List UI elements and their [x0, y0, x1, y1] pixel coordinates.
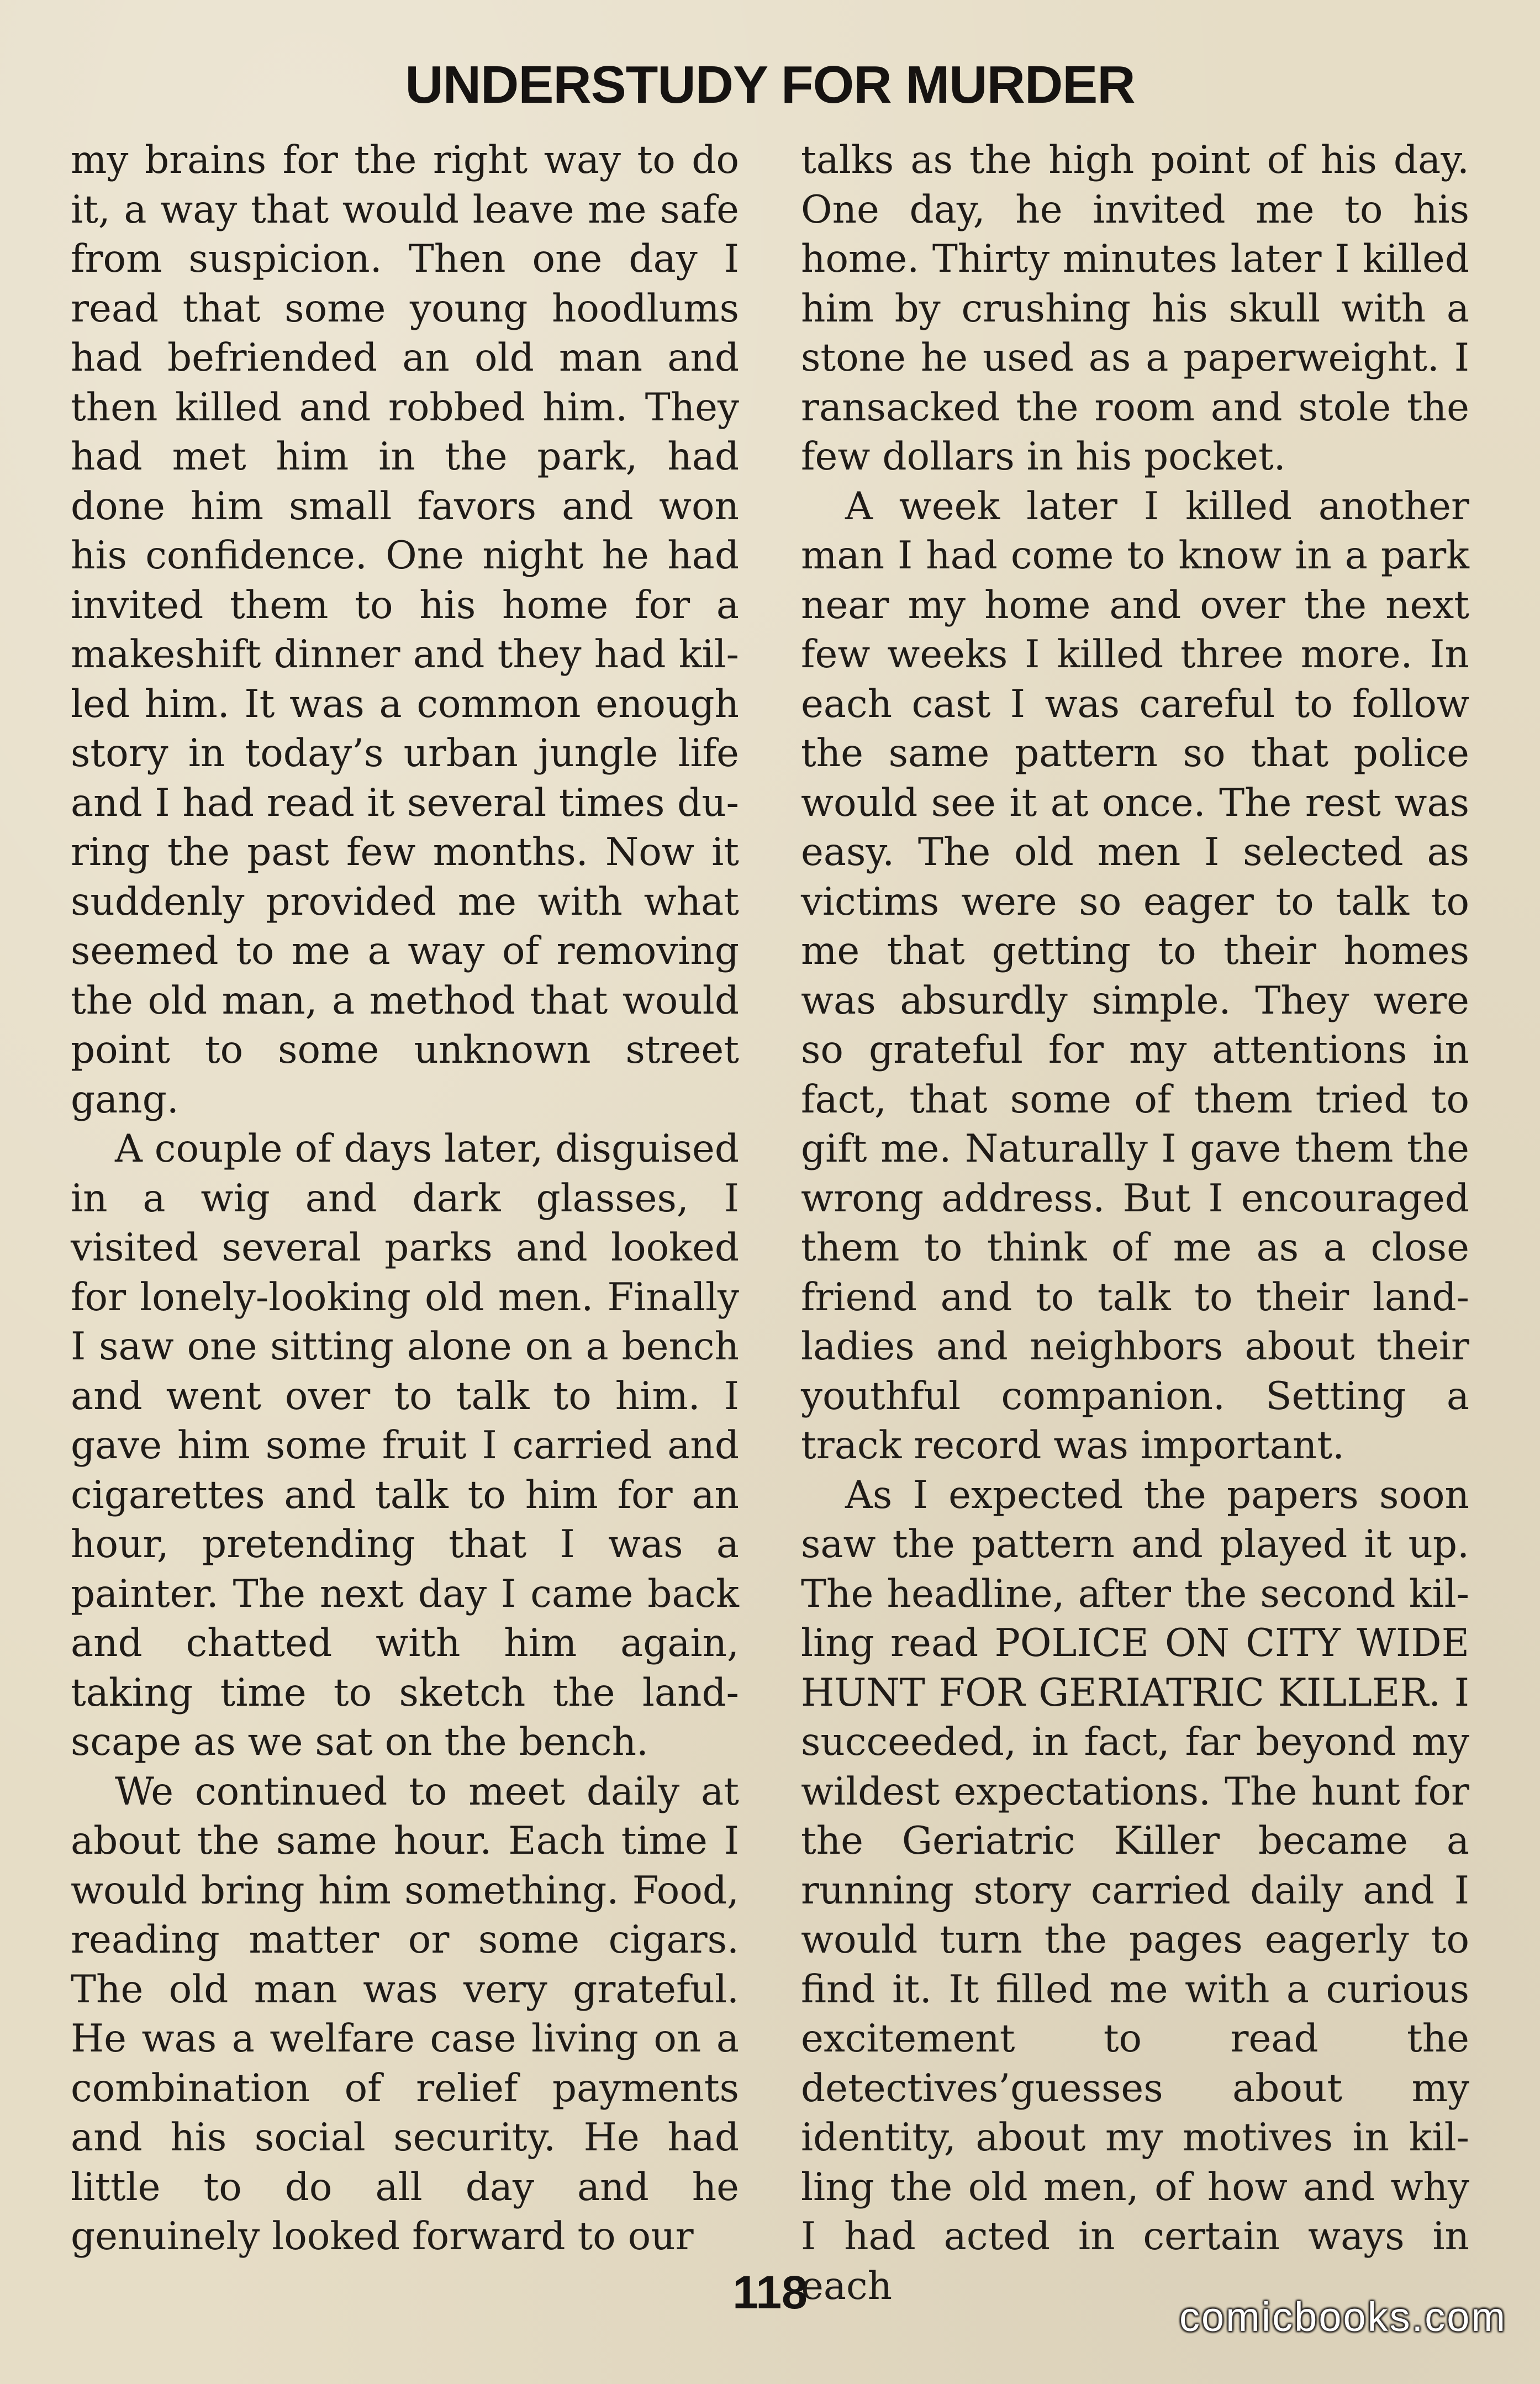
paragraph: A couple of days later, disguised in a wig and dark glasses, I visited several parks and looked for lonely-looking old men. Finally I saw one sitting alone on a bench and went over to talk to him. I gave him some fruit I carried and cigarettes and talk to him for an hour, pretending that I was a painter. The next day I came back and chatted with him again, taking time to sketch the landscape as we sat on the bench.: [71, 1127, 739, 1764]
paragraph: As I expected the papers soon saw the pattern and played it up. The headline, after the second killing read POLICE ON CITY WIDE HUNT FOR GERIATRIC KILLER. I succeeded, in fact, far beyond my wildest expectations. The hunt for the Geriatric Killer became a running story carried daily and I would turn the pages eagerly to find it. It filled me with a curious excitement to read the detectives’guesses about my identity, about my motives in killing the old men, of how and why I had acted in certain ways in each: [801, 1473, 1469, 2308]
story-title: UNDERSTUDY FOR MURDER: [405, 55, 1135, 114]
paragraph: talks as the high point of his day. One day, he invited me to his home. Thirty minutes later I killed him by crushing his skull with a stone he used as a paperweight. I ransacked the room and stole the few dollars in his pocket.: [801, 138, 1469, 479]
site-watermark: comicbooks.com: [1179, 2294, 1507, 2340]
text-column-right: [801, 136, 1469, 2308]
paragraph: my brains for the right way to do it, a way that would leave me safe from suspicion. Then one day I read that some young hoodlums had befriended an old man and then killed and robbed him. They had met him in the park, had done him small favors and won his confidence. One night he had invited them to his home for a makeshift dinner and they had killed him. It was a common enough story in today’s urban jungle life and I had read it several times during the past few months. Now it suddenly provided me with what seemed to me a way of removing the old man, a method that would point to some unknown street gang.: [71, 138, 739, 1122]
paragraph: We continued to meet daily at about the same hour. Each time I would bring him something. Food, reading matter or some cigars. The old man was very grateful. He was a welfare case living on a combination of relief payments and his social security. He had little to do all day and he genuinely looked forward to our: [71, 1769, 739, 2259]
text-column-left: [71, 136, 739, 2262]
paragraph: A week later I killed another man I had come to know in a park near my home and over the next few weeks I killed three more. In each cast I was careful to follow the same pattern so that police would see it at once. The rest was easy. The old men I selected as victims were so eager to talk to me that getting to their homes was absurdly simple. They were so grateful for my attentions in fact, that some of them tried to gift me. Naturally I gave them the wrong address. But I encouraged them to think of me as a close friend and to talk to their landladies and neighbors about their youthful companion. Setting a track record was important.: [801, 484, 1469, 1468]
page-number: 118: [732, 2266, 808, 2318]
